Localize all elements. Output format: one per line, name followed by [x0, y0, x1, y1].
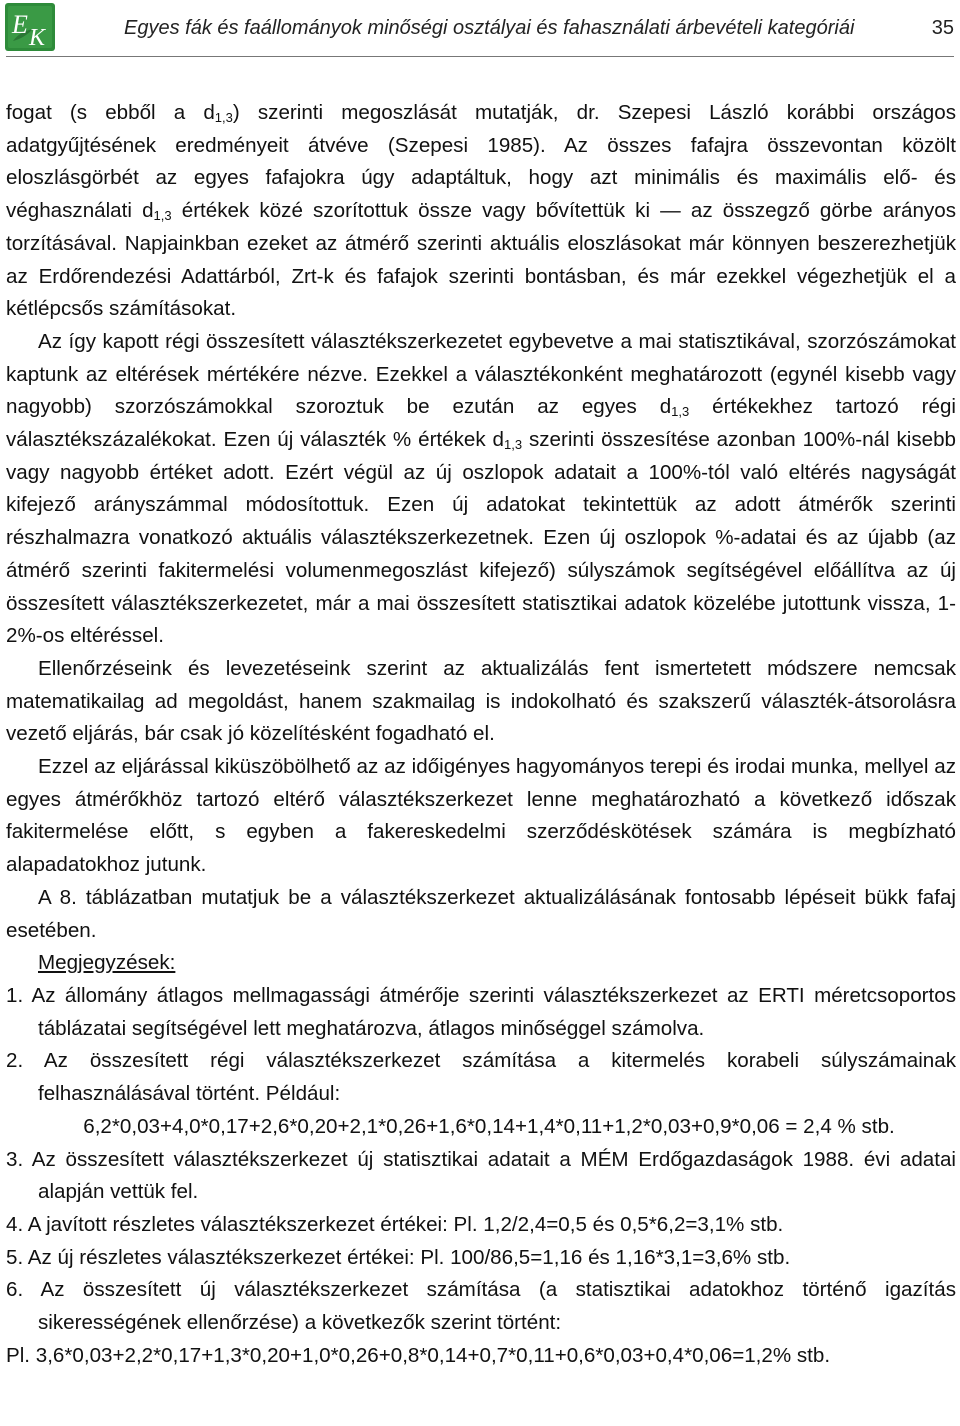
paragraph-5: A 8. táblázatban mutatjuk be a választékszerkezet aktualizálásának fontosabb lépéseit bükk fafaj esetében.	[6, 885, 956, 942]
note-5: 5. Az új részletes választékszerkezet értékei: Pl. 100/86,5=1,16 és 1,16*3,1=3,6% stb.	[6, 1245, 791, 1269]
notes-heading: Megjegyzések:	[38, 951, 176, 975]
formula-example-1: 6,2*0,03+4,0*0,17+2,6*0,20+2,1*0,26+1,6*0,14+1,4*0,11+1,2*0,03+0,9*0,06 = 2,4 % stb.	[83, 1114, 895, 1138]
paragraph-2: Az így kapott régi összesített választékszerkezetet egybevetve a mai statisztikával, szorzószámokat kaptunk az eltérések mértékére nézve. Ezekkel a választékonként meghatározott (egynél kisebb vagy nagyobb) szorzószámokkal szoroztuk be ezután az egyes $d_{1,3}$ értékekhez tartozó régi választékszázalékokat. Ezen új választék % értékek $d_{1,3}$ szerinti összesítése azonban 100%-nál kisebb vagy nagyobb értéket adott. Ezért végül az új oszlopok adatait a 100%-tól való eltérés nagyságát kifejező arányszámmal módosítottuk. Ezen új adatokat tekintettük az adott átmérők szerinti részhalmazra vonatkozó aktuális választékszerkezetnek. Ezen új oszlopok %-adatai és az újabb (az átmérő szerinti fakitermelési volumenmegoszlást kifejező) súlyszámok segítségével előállítva az új összesített választékszerkezetet, már a mai összesített statisztikai adatok közelébe jutottunk vissza, 1-2%-os eltéréssel.	[6, 329, 956, 648]
paragraph-1: fogat (s ebből a $d_{1,3}$) szerinti megoszlását mutatják, dr. Szepesi László korábbi országos adatgyűjtésének eredményeit átvéve (Szepesi 1985). Az összes fafajra összevontan közölt eloszlásgörbét az egyes fafajokra úgy adaptáltuk, hogy azt minimális és maximális elő- és véghasználati $d_{1,3}$ értékek közé szorítottuk össze vagy bővítettük ki — az összegző görbe arányos torzításával. Napjainkban ezeket az átmérő szerinti aktuális eloszlásokat már könnyen beszerezhetjük az Erdőrendezési Adattárból, Zrt-k és fafajok szerinti bontásban, és már ezekkel végezhetjük el a kétlépcsős számításokat.	[6, 101, 956, 321]
note-3: 3. Az összesített választékszerkezet új statisztikai adatait a MÉM Erdőgazdaságok 1988. évi adatai alapján vettük fel.	[6, 1147, 956, 1204]
svg-text:K: K	[29, 25, 46, 51]
header-divider	[6, 56, 954, 57]
note-2: 2. Az összesített régi választékszerkezet számítása a kitermelés korabeli súlyszámainak felhasználásával történt. Például:	[6, 1049, 956, 1106]
paragraph-4: Ezzel az eljárással kiküszöbölhető az az időigényes hagyományos terepi és irodai munka, mellyel az egyes átmérőkhöz tartozó eltérő választékszerkezet lenne meghatározható a következő időszak fakitermelése előtt, s egyben a fakereskedelmi szerződéskötések számára is megbízható alapadatokhoz jutunk.	[6, 755, 956, 877]
paragraph-3: Ellenőrzéseink és levezetéseink szerint az aktualizálás fent ismertetett módszere nemcsak matematikailag ad megoldást, hanem szakmailag is indokolható és szakszerű választék-átsorolásra vezető eljárás, bár csak jó közelítésként fogadható el.	[6, 656, 956, 746]
main-text	[6, 97, 956, 1372]
formula-example-2: Pl. 3,6*0,03+2,2*0,17+1,3*0,20+1,0*0,26+0,8*0,14+0,7*0,11+0,6*0,03+0,4*0,06=1,2% stb.	[6, 1343, 831, 1367]
note-6: 6. Az összesített új választékszerkezet számítása (a statisztikai adatokhoz történő igazítás sikerességének ellenőrzése) a következők szerint történt:	[6, 1278, 956, 1335]
page-number: 35	[931, 17, 954, 39]
svg-text:E: E	[12, 10, 28, 39]
note-1: 1. Az állomány átlagos mellmagassági átmérője szerinti választékszerkezet az ERTI méretcsoportos táblázatai segítségével lett meghatározva, átlagos minőséggel számolva.	[6, 983, 956, 1040]
ek-logo-icon	[5, 3, 55, 51]
page-header	[0, 0, 960, 58]
running-header-title: Egyes fák és faállományok minőségi osztályai és fahasználati árbevételi kategóriái	[124, 17, 855, 39]
note-4: 4. A javított részletes választékszerkezet értékei: Pl. 1,2/2,4=0,5 és 0,5*6,2=3,1% stb.	[6, 1212, 784, 1236]
